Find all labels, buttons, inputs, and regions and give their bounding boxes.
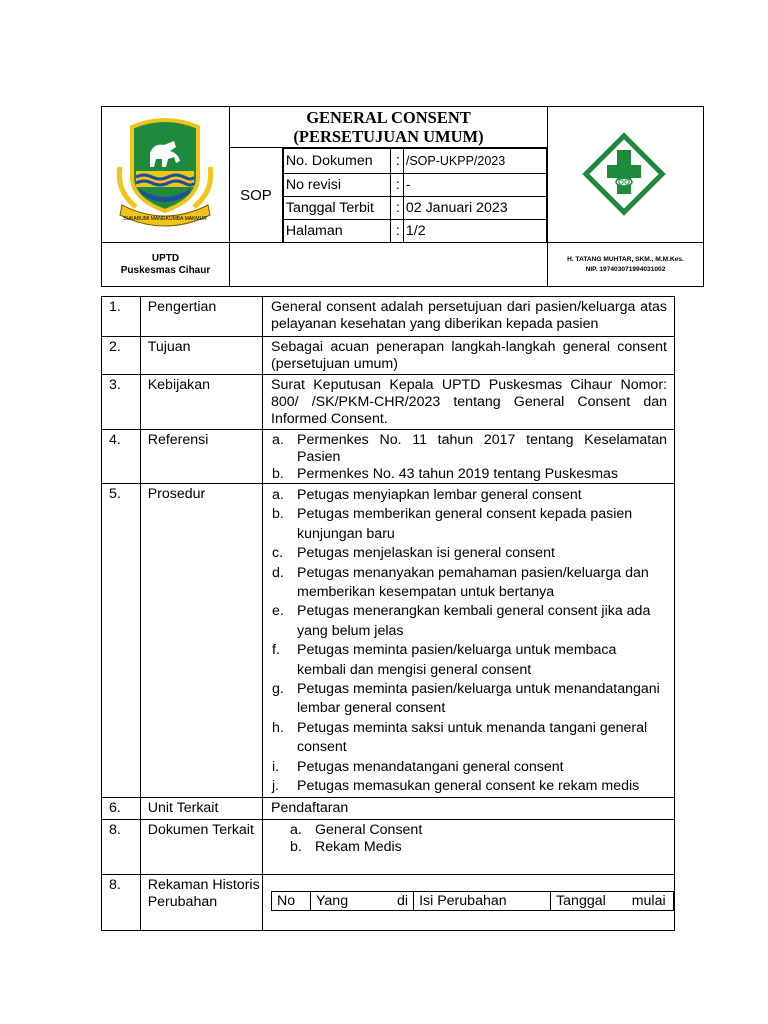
row-number: 8. — [102, 819, 141, 874]
list-item: b. Permenkes No. 43 tahun 2019 tentang Puskesmas — [272, 466, 618, 482]
row-number: 2. — [102, 337, 141, 375]
meta-row-page — [283, 220, 546, 243]
meta-separator: : — [390, 149, 403, 174]
row-text: Sebagai acuan penerapan langkah-langkah general consent (persetujuan umum) — [263, 337, 675, 375]
empty-cell — [230, 243, 548, 287]
row-number: 4. — [102, 430, 141, 484]
row-label: Kebijakan — [140, 375, 262, 430]
meta-value: 02 Januari 2023 — [403, 196, 546, 219]
history-col-no: No — [272, 891, 311, 910]
row-label: Prosedur — [140, 484, 262, 798]
row-label: Referensi — [140, 430, 262, 484]
list-item: c. Petugas menjelaskan isi general consent — [272, 545, 555, 562]
history-col-change: Isi Perubahan — [414, 891, 551, 910]
list-item: g. Petugas meminta pasien/keluarga untuk menandatangani lembar general consent — [272, 681, 660, 717]
row-number: 8. — [102, 874, 141, 930]
puskesmas-logo — [548, 112, 703, 232]
signer-nip: NIP. 197403071994031002 — [585, 265, 666, 273]
row-number: 6. — [102, 797, 141, 819]
regency-crest-cell — [102, 107, 230, 243]
meta-row-revision — [283, 173, 546, 196]
meta-separator: : — [390, 220, 403, 243]
signer-block — [547, 243, 703, 287]
meta-value: /SOP-UKPP/2023 — [403, 149, 546, 174]
history-col-start-date: Tanggal mulai — [551, 891, 674, 910]
health-logo-cell — [547, 107, 703, 243]
meta-row-document-number — [283, 149, 546, 174]
organization-name — [102, 243, 230, 287]
history-header-row — [272, 891, 674, 910]
list-item: i. Petugas menandatangani general consent — [272, 758, 564, 775]
row-purpose — [102, 337, 675, 375]
sop-header-table — [101, 106, 704, 287]
row-number: 3. — [102, 375, 141, 430]
meta-separator: : — [390, 196, 403, 219]
document-list — [289, 822, 667, 856]
row-change-history — [102, 874, 675, 930]
title-line-2: (PERSETUJUAN UMUM) — [293, 127, 484, 146]
document-title — [230, 107, 548, 148]
row-label: Unit Terkait — [140, 797, 262, 819]
row-list-cell — [263, 819, 675, 874]
list-item: a. General Consent — [290, 821, 423, 838]
crest-motto: SUKABUMI MANGKUMBA MAKMUR — [123, 216, 207, 222]
meta-row-issue-date — [283, 196, 546, 219]
meta-label: No. Dokumen — [283, 149, 390, 174]
signer-name: H. TATANG MUHTAR, SKM., M.M.Kes. — [567, 255, 684, 263]
meta-separator: : — [390, 173, 403, 196]
meta-label: No revisi — [283, 173, 390, 196]
row-policy — [102, 375, 675, 430]
row-number: 1. — [102, 297, 141, 337]
row-list-cell — [263, 484, 675, 798]
row-label: Pengertian — [140, 297, 262, 337]
meta-value: - — [403, 173, 546, 196]
list-item: f. Petugas meminta pasien/keluarga untuk membaca kembali dan mengisi general consent — [272, 642, 617, 678]
list-item: a. Petugas menyiapkan lembar general consent — [272, 487, 582, 503]
regency-crest-logo — [102, 107, 229, 237]
history-cell — [263, 874, 675, 930]
row-procedure — [102, 484, 675, 798]
row-text: Surat Keputusan Kepala UPTD Puskesmas Cihaur Nomor: 800/ /SK/PKM-CHR/2023 tentang General Consent dan Informed Consent. — [263, 375, 675, 430]
sop-content-table — [101, 296, 675, 931]
row-list-cell — [263, 430, 675, 484]
history-table — [271, 891, 674, 911]
title-line-1: GENERAL CONSENT — [306, 108, 471, 127]
list-item: e. Petugas menerangkan kembali general consent jika ada yang belum jelas — [272, 603, 651, 639]
list-item: j. Petugas memasukan general consent ke rekam medis — [272, 778, 640, 795]
row-text: Pendaftaran — [263, 797, 675, 819]
organization-line-1: UPTD — [151, 252, 180, 264]
procedure-list — [271, 486, 667, 797]
document-meta-cell — [282, 148, 547, 243]
document-meta-table — [283, 148, 547, 242]
meta-label: Tanggal Terbit — [283, 196, 390, 219]
meta-value: 1/2 — [403, 220, 546, 243]
list-item: b. Rekam Medis — [290, 838, 402, 855]
row-text: General consent adalah persetujuan dari pasien/keluarga atas pelayanan kesehatan yang diberikan kepada pasien — [263, 297, 675, 337]
list-item: b. Petugas memberikan general consent kepada pasien kunjungan baru — [272, 506, 633, 542]
row-label: Tujuan — [140, 337, 262, 375]
row-number: 5. — [102, 484, 141, 798]
meta-label: Halaman — [283, 220, 390, 243]
row-related-documents — [102, 819, 675, 874]
organization-line-2: Puskesmas Cihaur — [120, 264, 211, 276]
row-related-unit — [102, 797, 675, 819]
row-label: Dokumen Terkait — [140, 819, 262, 874]
list-item: h. Petugas meminta saksi untuk menanda tangani general consent — [272, 719, 648, 756]
sop-label: SOP — [230, 148, 283, 243]
row-label: Rekaman Historis Perubahan — [140, 874, 262, 930]
history-col-by: Yang di — [311, 891, 414, 910]
row-references — [102, 430, 675, 484]
list-item: a. Permenkes No. 11 tahun 2017 tentang Keselamatan Pasien — [272, 432, 667, 465]
reference-list — [271, 432, 667, 483]
list-item: d. Petugas menanyakan pemahaman pasien/keluarga dan memberikan kesempatan untuk bertanya — [272, 564, 649, 601]
row-definition — [102, 297, 675, 337]
